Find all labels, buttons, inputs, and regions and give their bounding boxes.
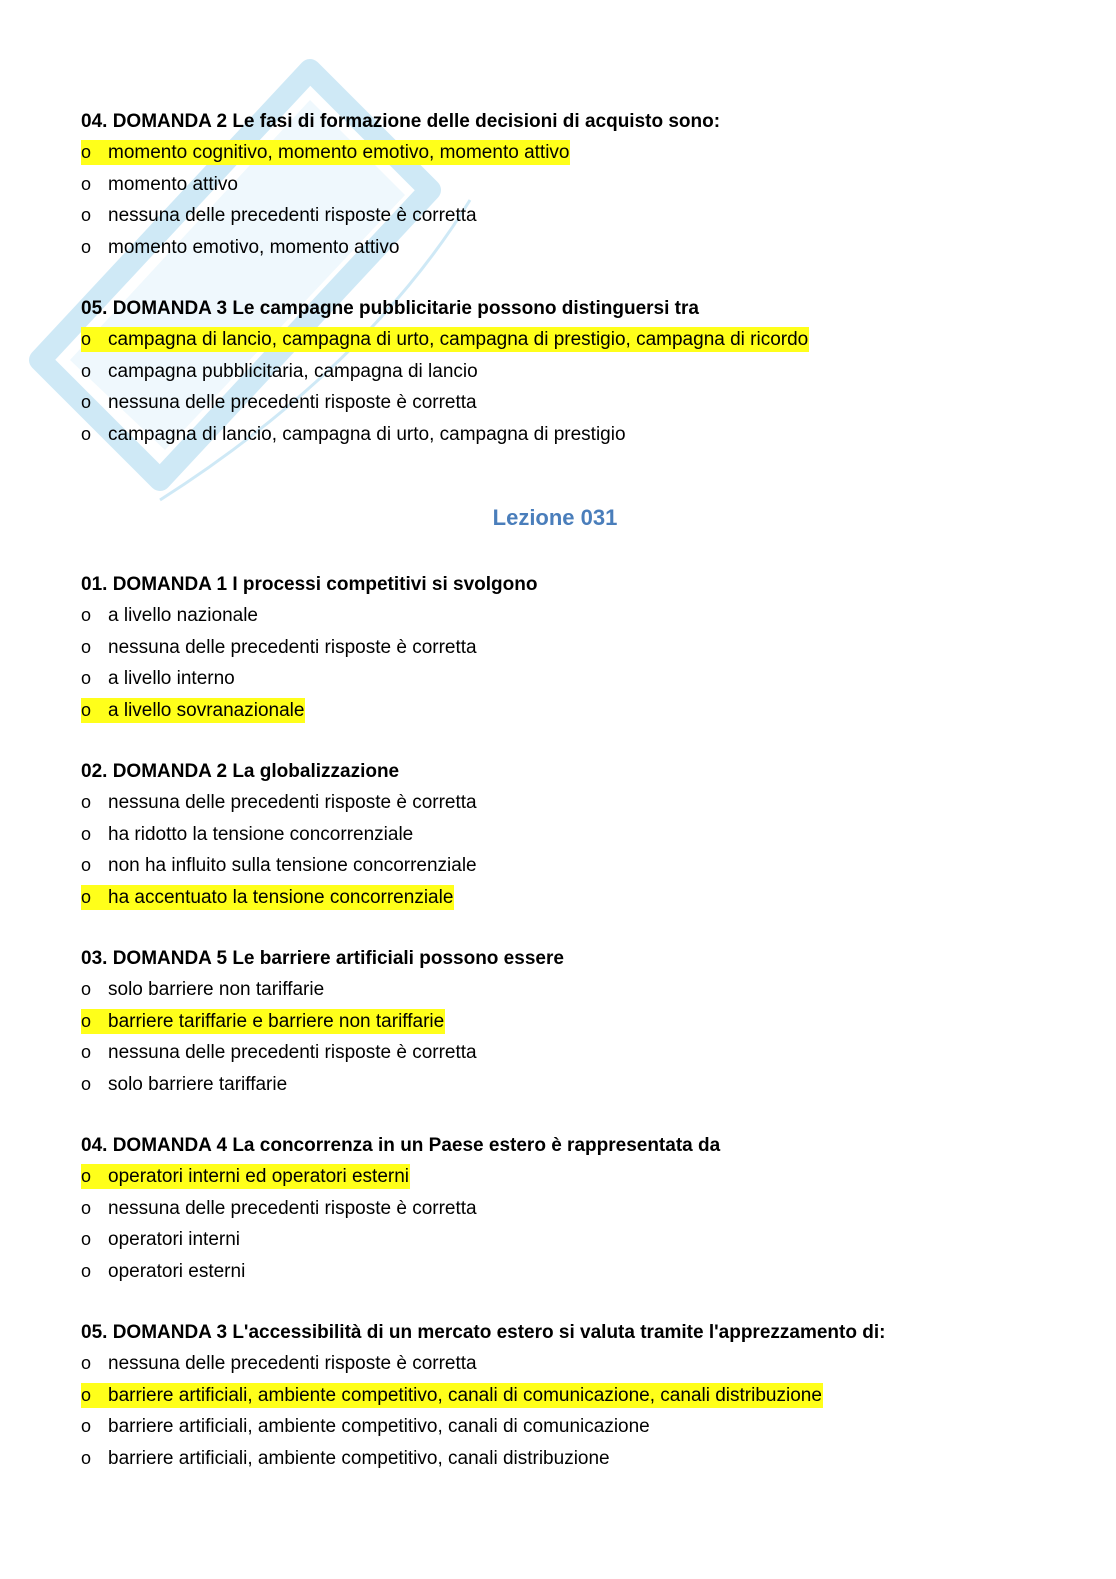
bullet-circle-icon: o	[81, 1260, 92, 1281]
answer-option	[81, 419, 1041, 451]
answer-highlight	[81, 1164, 410, 1189]
answer-highlight	[81, 1196, 478, 1221]
answer-highlight	[81, 203, 478, 228]
answer-highlight	[81, 422, 627, 447]
answer-highlight	[81, 140, 570, 165]
bullet-circle-icon: o	[81, 173, 92, 194]
answer-text: ha ridotto la tensione concorrenziale	[108, 823, 414, 845]
bullet-circle-icon: o	[81, 392, 92, 412]
bullet-circle-icon: o	[81, 142, 92, 162]
answer-option-correct	[81, 882, 1041, 914]
answer-text: barriere tariffarie e barriere non tariffarie	[108, 1010, 445, 1032]
answer-option-correct	[81, 695, 1041, 727]
answer-option	[81, 1069, 1041, 1101]
answer-highlight	[81, 1072, 288, 1097]
question-title: 02. DOMANDA 2 La globalizzazione	[81, 761, 400, 782]
answer-highlight	[81, 390, 478, 415]
question-title: 01. DOMANDA 1 I processi competitivi si svolgono	[81, 574, 538, 595]
bullet-circle-icon: o	[81, 1166, 92, 1186]
question	[81, 1130, 1041, 1287]
answer-text: barriere artificiali, ambiente competitivo, canali distribuzione	[108, 1447, 610, 1469]
answer-highlight	[81, 666, 236, 691]
answer-text: nessuna delle precedenti risposte è corretta	[108, 1197, 477, 1219]
lesson-title: Lezione 031	[492, 505, 618, 530]
answer-text: campagna di lancio, campagna di urto, campagna di prestigio, campagna di ricordo	[108, 329, 809, 350]
answer-text: nessuna delle precedenti risposte è corretta	[108, 636, 477, 658]
answer-highlight	[81, 1009, 445, 1034]
answer-text: momento emotivo, momento attivo	[108, 236, 400, 258]
answer-option	[81, 663, 1041, 695]
answer-highlight	[81, 822, 414, 847]
bullet-circle-icon: o	[81, 1010, 92, 1031]
section-lesson-031	[81, 569, 1041, 1474]
answer-highlight	[81, 359, 479, 384]
answer-highlight	[81, 853, 478, 878]
question-spacer	[81, 1100, 1041, 1130]
answer-option	[81, 787, 1041, 819]
answer-text: a livello interno	[108, 668, 235, 689]
answer-option	[81, 356, 1041, 388]
bullet-circle-icon: o	[81, 1197, 92, 1218]
answer-option	[81, 1037, 1041, 1069]
answer-text: nessuna delle precedenti risposte è corretta	[108, 792, 477, 813]
answer-text: solo barriere tariffarie	[108, 1073, 288, 1095]
question-spacer	[81, 263, 1041, 293]
answer-highlight	[81, 885, 454, 910]
answer-highlight	[81, 603, 259, 628]
answer-highlight	[81, 327, 809, 352]
answer-option	[81, 387, 1041, 419]
bullet-circle-icon: o	[81, 668, 92, 688]
answer-text: campagna di lancio, campagna di urto, campagna di prestigio	[108, 423, 626, 445]
answer-text: barriere artificiali, ambiente competitivo, canali di comunicazione	[108, 1416, 650, 1437]
bullet-circle-icon: o	[81, 886, 92, 907]
bullet-circle-icon: o	[81, 1384, 92, 1405]
bullet-circle-icon: o	[81, 360, 92, 381]
answer-text: ha accentuato la tensione concorrenziale	[108, 886, 454, 908]
question-spacer	[81, 913, 1041, 943]
answer-option-correct	[81, 1380, 1041, 1412]
document-page	[81, 106, 1041, 1474]
answer-option	[81, 1193, 1041, 1225]
answer-option	[81, 1348, 1041, 1380]
answer-option	[81, 600, 1041, 632]
answer-text: campagna pubblicitaria, campagna di lancio	[108, 360, 478, 382]
answer-option-correct	[81, 1161, 1041, 1193]
answer-text: nessuna delle precedenti risposte è corretta	[108, 392, 477, 413]
answer-highlight	[81, 1383, 823, 1408]
answer-text: barriere artificiali, ambiente competitivo, canali di comunicazione, canali distribuzione	[108, 1384, 822, 1406]
answer-text: solo barriere non tariffarie	[108, 979, 325, 1000]
answer-highlight	[81, 635, 478, 660]
answer-option	[81, 1256, 1041, 1288]
answer-highlight	[81, 1259, 246, 1284]
answer-option	[81, 1411, 1041, 1443]
bullet-circle-icon: o	[81, 1447, 92, 1468]
question	[81, 1317, 1041, 1474]
answer-option	[81, 1443, 1041, 1475]
bullet-circle-icon: o	[81, 205, 92, 225]
bullet-circle-icon: o	[81, 1073, 92, 1094]
answer-highlight	[81, 235, 400, 260]
answer-option	[81, 232, 1041, 264]
bullet-circle-icon: o	[81, 979, 92, 999]
answer-text: momento cognitivo, momento emotivo, momento attivo	[108, 142, 570, 163]
bullet-circle-icon: o	[81, 1229, 92, 1249]
answer-option	[81, 169, 1041, 201]
answer-text: nessuna delle precedenti risposte è corretta	[108, 205, 477, 226]
answer-text: a livello sovranazionale	[108, 699, 305, 721]
answer-text: momento attivo	[108, 173, 238, 195]
question-title: 05. DOMANDA 3 L'accessibilità di un mercato estero si valuta tramite l'apprezzamento di:	[81, 1322, 886, 1343]
bullet-circle-icon: o	[81, 1353, 92, 1373]
question	[81, 569, 1041, 726]
bullet-circle-icon: o	[81, 1042, 92, 1062]
answer-text: operatori interni ed operatori esterni	[108, 1166, 410, 1187]
answer-option	[81, 1224, 1041, 1256]
question	[81, 756, 1041, 913]
answer-highlight	[81, 172, 239, 197]
answer-text: operatori interni	[108, 1229, 241, 1250]
answer-text: operatori esterni	[108, 1260, 246, 1282]
question-title: 04. DOMANDA 4 La concorrenza in un Paese estero è rappresentata da	[81, 1135, 721, 1156]
answer-text: non ha influito sulla tensione concorrenziale	[108, 855, 477, 876]
question-title: 04. DOMANDA 2 Le fasi di formazione delle decisioni di acquisto sono:	[81, 111, 721, 132]
answer-highlight	[81, 1414, 651, 1439]
bullet-circle-icon: o	[81, 823, 92, 844]
answer-highlight	[81, 1040, 478, 1065]
answer-option-correct	[81, 1006, 1041, 1038]
bullet-circle-icon: o	[81, 236, 92, 257]
bullet-circle-icon: o	[81, 1416, 92, 1436]
question	[81, 106, 1041, 263]
question-title: 03. DOMANDA 5 Le barriere artificiali possono essere	[81, 948, 564, 969]
answer-text: a livello nazionale	[108, 605, 258, 626]
section-previous-lesson	[81, 106, 1041, 450]
answer-option	[81, 850, 1041, 882]
answer-text: nessuna delle precedenti risposte è corretta	[108, 1042, 477, 1063]
answer-option-correct	[81, 324, 1041, 356]
answer-highlight	[81, 977, 325, 1002]
answer-option-correct	[81, 137, 1041, 169]
answer-option	[81, 200, 1041, 232]
answer-option	[81, 632, 1041, 664]
bullet-circle-icon: o	[81, 329, 92, 349]
question-title: 05. DOMANDA 3 Le campagne pubblicitarie possono distinguersi tra	[81, 298, 699, 319]
answer-option	[81, 974, 1041, 1006]
answer-highlight	[81, 698, 305, 723]
answer-highlight	[81, 1351, 478, 1376]
question-spacer	[81, 726, 1041, 756]
bullet-circle-icon: o	[81, 699, 92, 720]
bullet-circle-icon: o	[81, 855, 92, 875]
answer-text: nessuna delle precedenti risposte è corretta	[108, 1353, 477, 1374]
bullet-circle-icon: o	[81, 792, 92, 812]
question-spacer	[81, 1287, 1041, 1317]
answer-highlight	[81, 1227, 241, 1252]
answer-option	[81, 819, 1041, 851]
answer-highlight	[81, 1446, 611, 1471]
question	[81, 293, 1041, 450]
bullet-circle-icon: o	[81, 605, 92, 625]
answer-highlight	[81, 790, 478, 815]
bullet-circle-icon: o	[81, 423, 92, 444]
bullet-circle-icon: o	[81, 636, 92, 657]
question	[81, 943, 1041, 1100]
